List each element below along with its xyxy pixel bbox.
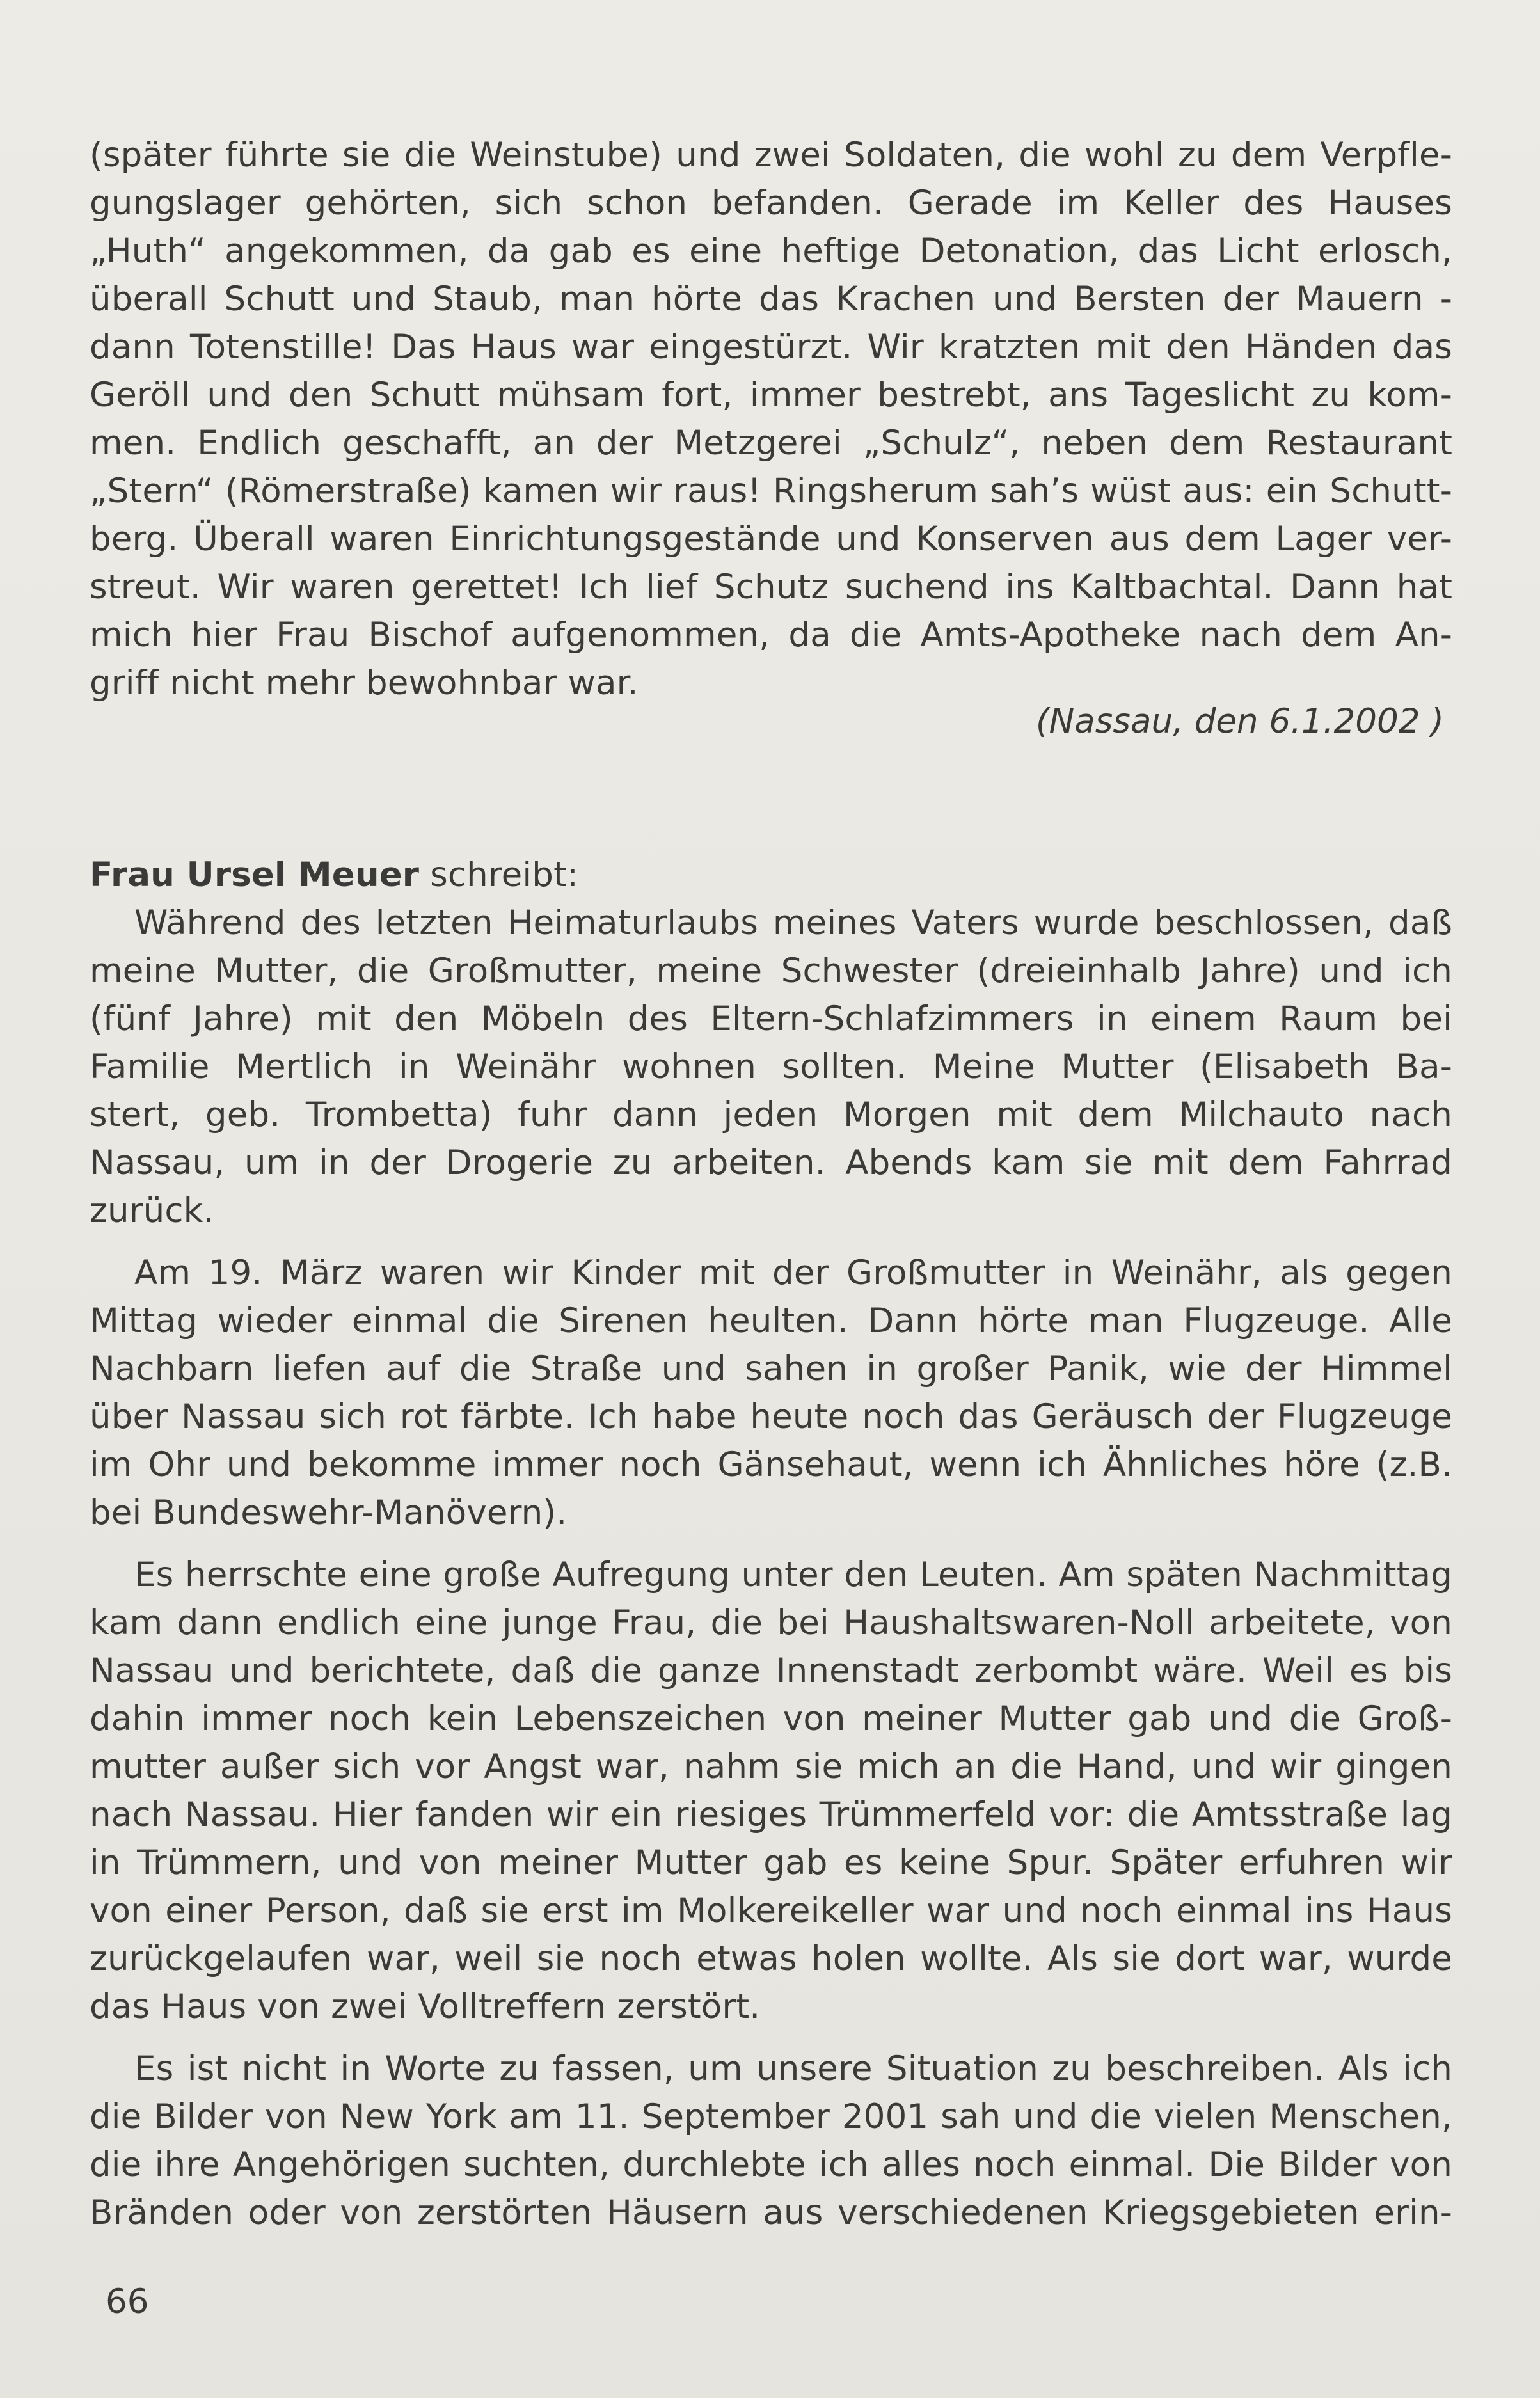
text-line: überall Schutt und Staub, man hörte das Krachen und Bersten der Mauern -	[90, 280, 1452, 319]
text-line: in Trümmern, und von meiner Mutter gab es keine Spur. Später erfuhren wir	[90, 1843, 1452, 1882]
author-name: Frau Ursel Meuer	[90, 855, 420, 894]
text-line: „Stern“ (Römerstraße) kamen wir raus! Ringsherum sah’s wüst aus: ein Schutt-	[90, 472, 1452, 511]
text-line: Nachbarn liefen auf die Straße und sahen in großer Panik, wie der Himmel	[90, 1349, 1452, 1388]
text-line: das Haus von zwei Volltreffern zerstört.	[90, 1987, 761, 2026]
paragraph-continuation	[90, 131, 1452, 707]
text-line: streut. Wir waren gerettet! Ich lief Schutz suchend ins Kaltbachtal. Dann hat	[90, 568, 1452, 607]
date-signature: (Nassau, den 6.1.2002 )	[1035, 702, 1444, 741]
text-line: bei Bundeswehr-Manövern).	[90, 1493, 568, 1532]
text-line: „Huth“ angekommen, da gab es eine heftige Detonation, das Licht erlosch,	[90, 232, 1452, 271]
text-line: dann Totenstille! Das Haus war eingestürzt. Wir kratzten mit den Händen das	[90, 328, 1452, 367]
text-line: dahin immer noch kein Lebenszeichen von meiner Mutter gab und die Groß-	[90, 1699, 1452, 1738]
text-line: meine Mutter, die Großmutter, meine Schwester (dreieinhalb Jahre) und ich	[90, 951, 1452, 990]
paragraph-3	[90, 1551, 1452, 2031]
text-line: Während des letzten Heimaturlaubs meines Vaters wurde beschlossen, daß	[134, 903, 1452, 942]
text-line: berg. Überall waren Einrichtungsgestände und Konserven aus dem Lager ver-	[90, 520, 1452, 559]
text-line: Nassau, um in der Drogerie zu arbeiten. Abends kam sie mit dem Fahrrad	[90, 1143, 1452, 1182]
paragraph-4	[90, 2045, 1452, 2237]
text-line: Nassau und berichtete, daß die ganze Innenstadt zerbombt wäre. Weil es bis	[90, 1651, 1452, 1690]
text-line: (fünf Jahre) mit den Möbeln des Eltern-Schlafzimmers in einem Raum bei	[90, 999, 1452, 1038]
author-heading	[90, 851, 1452, 899]
text-line: zurückgelaufen war, weil sie noch etwas holen wollte. Als sie dort war, wurde	[90, 1939, 1452, 1978]
text-line: men. Endlich geschafft, an der Metzgerei „Schulz“, neben dem Restaurant	[90, 424, 1452, 463]
paragraph-2	[90, 1249, 1452, 1537]
paragraph-1	[90, 899, 1452, 1235]
text-line: Familie Mertlich in Weinähr wohnen sollten. Meine Mutter (Elisabeth Ba-	[90, 1047, 1452, 1086]
text-line: Es herrschte eine große Aufregung unter den Leuten. Am späten Nachmittag	[134, 1555, 1452, 1594]
text-line: im Ohr und bekomme immer noch Gänsehaut, wenn ich Ähnliches höre (z.B.	[90, 1445, 1452, 1484]
text-line: über Nassau sich rot färbte. Ich habe heute noch das Geräusch der Flugzeuge	[90, 1397, 1452, 1436]
text-line: gungslager gehörten, sich schon befanden. Gerade im Keller des Hauses	[90, 184, 1452, 223]
text-line: mich hier Frau Bischof aufgenommen, da die Amts-Apotheke nach dem An-	[90, 615, 1452, 655]
letter-section	[90, 851, 1452, 2237]
text-line: von einer Person, daß sie erst im Molkereikeller war und noch einmal ins Haus	[90, 1891, 1452, 1930]
page-number: 66	[106, 2282, 149, 2321]
text-line: Geröll und den Schutt mühsam fort, immer bestrebt, ans Tageslicht zu kom-	[90, 376, 1452, 415]
author-suffix: schreibt:	[419, 855, 579, 894]
text-line: griff nicht mehr bewohnbar war.	[90, 663, 639, 703]
text-line: die ihre Angehörigen suchten, durchlebte ich alles noch einmal. Die Bilder von	[90, 2145, 1452, 2184]
text-line: mutter außer sich vor Angst war, nahm sie mich an die Hand, und wir gingen	[90, 1747, 1452, 1786]
text-line: stert, geb. Trombetta) fuhr dann jeden Morgen mit dem Milchauto nach	[90, 1095, 1452, 1134]
text-line: zurück.	[90, 1191, 214, 1230]
text-line: Am 19. März waren wir Kinder mit der Großmutter in Weinähr, als gegen	[134, 1253, 1452, 1292]
text-line: die Bilder von New York am 11. September 2001 sah und die vielen Menschen,	[90, 2097, 1452, 2136]
text-line: Mittag wieder einmal die Sirenen heulten. Dann hörte man Flugzeuge. Alle	[90, 1301, 1452, 1340]
text-line: Es ist nicht in Worte zu fassen, um unsere Situation zu beschreiben. Als ich	[134, 2049, 1452, 2088]
text-line: nach Nassau. Hier fanden wir ein riesiges Trümmerfeld vor: die Amtsstraße lag	[90, 1795, 1452, 1834]
text-line: (später führte sie die Weinstube) und zwei Soldaten, die wohl zu dem Verpfle-	[90, 136, 1452, 175]
text-line: Bränden oder von zerstörten Häusern aus verschiedenen Kriegsgebieten erin-	[90, 2193, 1452, 2232]
text-line: kam dann endlich eine junge Frau, die bei Haushaltswaren-Noll arbeitete, von	[90, 1603, 1452, 1642]
